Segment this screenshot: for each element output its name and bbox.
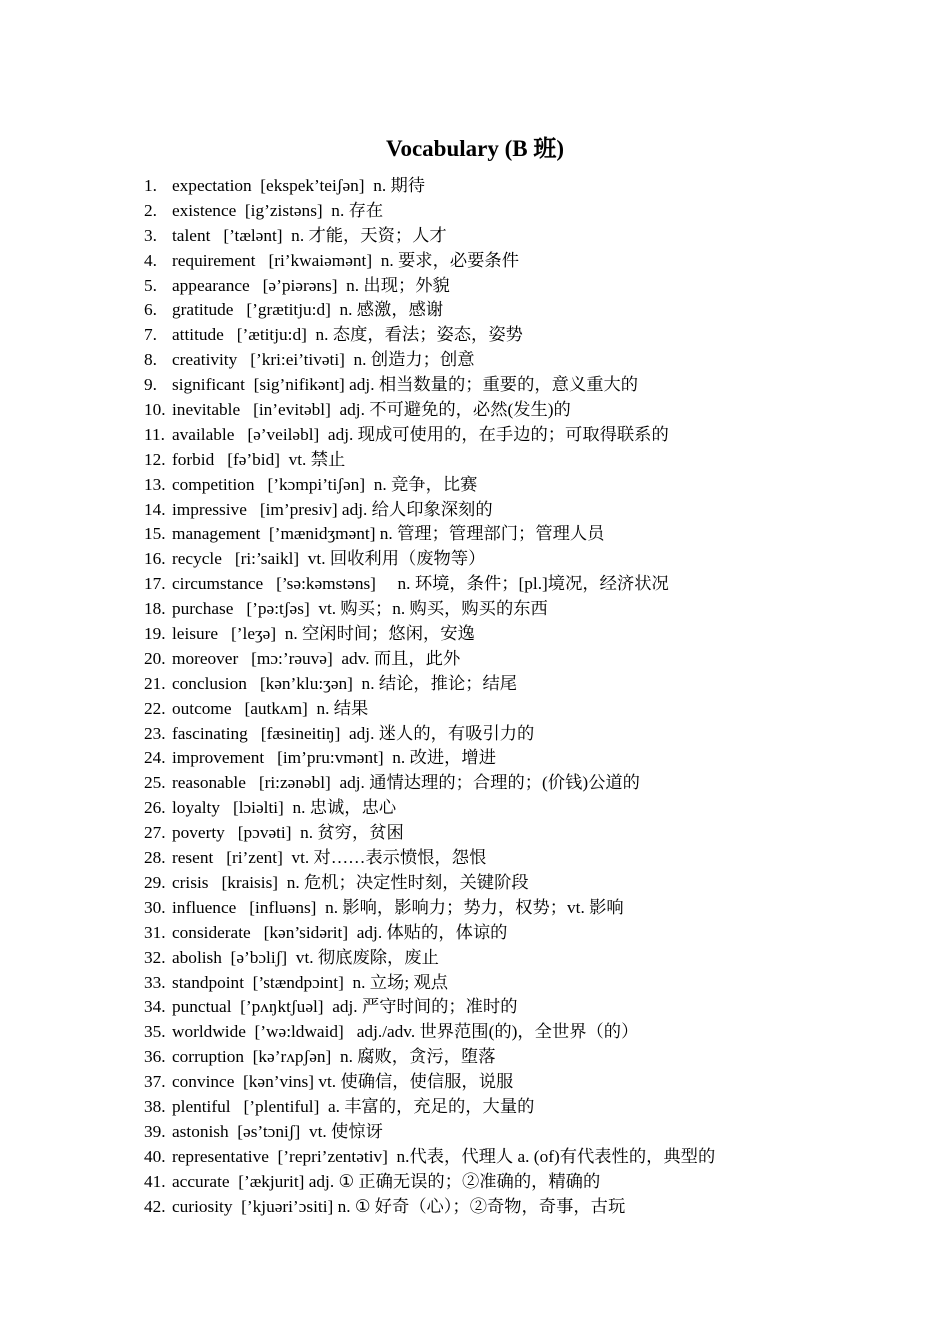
- entry-text: existence [ig’zistəns] n. 存在: [172, 200, 384, 220]
- entry-number: 33.: [144, 972, 166, 992]
- entry-number: 36.: [144, 1047, 166, 1067]
- entry-number: 4.: [144, 250, 157, 270]
- entry-text: outcome [autkʌm] n. 结果: [172, 698, 369, 718]
- entry-number: 15.: [144, 524, 166, 544]
- entry-text: loyalty [lɔiəlti] n. 忠诚，忠心: [172, 798, 397, 818]
- entry-number: 2.: [144, 200, 157, 220]
- vocabulary-entry: [144, 348, 924, 373]
- vocabulary-entry: [144, 846, 924, 871]
- vocabulary-entry: [144, 1070, 924, 1095]
- entry-number: 7.: [144, 325, 157, 345]
- vocabulary-entry: [144, 398, 924, 423]
- vocabulary-entry: [144, 249, 924, 274]
- vocabulary-entry: [144, 224, 924, 249]
- vocabulary-entry: [144, 1170, 924, 1195]
- vocabulary-entry: [144, 174, 924, 199]
- entry-number: 32.: [144, 947, 166, 967]
- vocabulary-entry: [144, 373, 924, 398]
- vocabulary-entry: [144, 298, 924, 323]
- entry-text: recycle [ri:’saikl] vt. 回收利用（废物等）: [172, 549, 486, 569]
- entry-number: 24.: [144, 748, 166, 768]
- vocabulary-entry: [144, 473, 924, 498]
- vocabulary-entry: [144, 274, 924, 299]
- entry-number: 8.: [144, 350, 157, 370]
- entry-text: moreover [mɔ:’rəuvə] adv. 而且，此外: [172, 648, 461, 668]
- entry-number: 40.: [144, 1146, 166, 1166]
- entry-number: 9.: [144, 375, 157, 395]
- entry-text: creativity [’kri:ei’tivəti] n. 创造力；创意: [172, 350, 475, 370]
- entry-text: impressive [im’presiv] adj. 给人印象深刻的: [172, 499, 493, 519]
- entry-text: crisis [kraisis] n. 危机；决定性时刻，关键阶段: [172, 872, 529, 892]
- entry-text: representative [’repri’zentətiv] n.代表，代理人 a. (of)有代表性的，典型的: [172, 1146, 716, 1166]
- vocabulary-entry: [144, 946, 924, 971]
- entry-number: 25.: [144, 773, 166, 793]
- entry-number: 22.: [144, 698, 166, 718]
- vocabulary-entry: [144, 746, 924, 771]
- vocabulary-entry: [144, 971, 924, 996]
- entry-text: improvement [im’pru:vmənt] n. 改进，增进: [172, 748, 496, 768]
- vocabulary-entry: [144, 995, 924, 1020]
- entry-number: 42.: [144, 1196, 166, 1216]
- entry-text: forbid [fə’bid] vt. 禁止: [172, 449, 346, 469]
- vocabulary-entry: [144, 572, 924, 597]
- entry-number: 5.: [144, 275, 157, 295]
- entry-text: considerate [kən’sidərit] adj. 体贴的，体谅的: [172, 922, 508, 942]
- vocabulary-entry: [144, 1195, 924, 1220]
- entry-number: 30.: [144, 897, 166, 917]
- entry-number: 1.: [144, 176, 157, 195]
- entry-number: 16.: [144, 549, 166, 569]
- entry-text: expectation [ekspek’teiʃən] n. 期待: [172, 176, 426, 195]
- entry-number: 34.: [144, 997, 166, 1017]
- entry-text: accurate [’ækjurit] adj. ① 正确无误的；②准确的，精确的: [172, 1171, 601, 1191]
- vocabulary-entry: [144, 1095, 924, 1120]
- entry-text: resent [ri’zent] vt. 对……表示愤恨，怨恨: [172, 848, 487, 868]
- entry-text: competition [’kɔmpi’tiʃən] n. 竞争，比赛: [172, 474, 478, 494]
- entry-text: reasonable [ri:zənəbl] adj. 通情达理的；合理的；(价钱)公道的: [172, 773, 640, 793]
- vocabulary-entry: [144, 896, 924, 921]
- vocabulary-entry: [144, 597, 924, 622]
- entry-number: 17.: [144, 574, 166, 594]
- entry-number: 11.: [144, 424, 165, 444]
- entry-text: punctual [’pʌŋktʃuəl] adj. 严守时间的；准时的: [172, 997, 518, 1017]
- entry-text: plentiful [’plentiful] a. 丰富的，充足的，大量的: [172, 1096, 535, 1116]
- entry-number: 18.: [144, 599, 166, 619]
- entry-number: 27.: [144, 823, 166, 843]
- entry-number: 23.: [144, 723, 166, 743]
- entry-text: poverty [pɔvəti] n. 贫穷，贫困: [172, 823, 404, 843]
- entry-number: 29.: [144, 872, 166, 892]
- vocabulary-entry: [144, 672, 924, 697]
- vocabulary-entry: [144, 448, 924, 473]
- entry-text: conclusion [kən’klu:ʒən] n. 结论，推论；结尾: [172, 673, 518, 693]
- entry-number: 19.: [144, 624, 166, 644]
- entry-number: 35.: [144, 1022, 166, 1042]
- entry-number: 3.: [144, 225, 157, 245]
- entry-text: management [’mænidʒmənt] n. 管理；管理部门；管理人员: [172, 524, 605, 544]
- vocabulary-list: [144, 174, 924, 1219]
- entry-text: appearance [ə’piərəns] n. 出现；外貌: [172, 275, 450, 295]
- vocabulary-entry: [144, 423, 924, 448]
- entry-number: 21.: [144, 673, 166, 693]
- entry-number: 20.: [144, 648, 166, 668]
- entry-number: 39.: [144, 1121, 166, 1141]
- vocabulary-entry: [144, 871, 924, 896]
- vocabulary-entry: [144, 522, 924, 547]
- entry-number: 28.: [144, 848, 166, 868]
- entry-number: 26.: [144, 798, 166, 818]
- entry-text: circumstance [’sə:kəmstəns] n. 环境，条件；[pl.]境况，经济状况: [172, 574, 669, 594]
- vocabulary-entry: [144, 1045, 924, 1070]
- entry-text: corruption [kə’rʌpʃən] n. 腐败，贪污，堕落: [172, 1047, 496, 1067]
- entry-text: standpoint [’stændpɔint] n. 立场; 观点: [172, 972, 449, 992]
- vocabulary-entry: [144, 199, 924, 224]
- vocabulary-entry: [144, 498, 924, 523]
- vocabulary-entry: [144, 1120, 924, 1145]
- vocabulary-entry: [144, 771, 924, 796]
- entry-text: purchase [’pə:tʃəs] vt. 购买；n. 购买，购买的东西: [172, 599, 548, 619]
- entry-text: curiosity [’kjuəri’ɔsiti] n. ① 好奇（心）；②奇物，奇事，古玩: [172, 1196, 626, 1216]
- vocabulary-entry: [144, 622, 924, 647]
- vocabulary-entry: [144, 323, 924, 348]
- entry-text: attitude [’ætitju:d] n. 态度，看法；姿态，姿势: [172, 325, 523, 345]
- vocabulary-entry: [144, 722, 924, 747]
- entry-text: inevitable [in’evitəbl] adj. 不可避免的，必然(发生)的: [172, 400, 571, 420]
- entry-number: 13.: [144, 474, 166, 494]
- entry-number: 37.: [144, 1072, 166, 1092]
- entry-text: convince [kən’vins] vt. 使确信，使信服，说服: [172, 1072, 514, 1092]
- entry-number: 38.: [144, 1096, 166, 1116]
- entry-text: influence [influəns] n. 影响，影响力；势力，权势；vt. 影响: [172, 897, 624, 917]
- entry-text: abolish [ə’bɔliʃ] vt. 彻底废除，废止: [172, 947, 439, 967]
- entry-number: 14.: [144, 499, 166, 519]
- entry-text: leisure [’leʒə] n. 空闲时间；悠闲，安逸: [172, 624, 475, 644]
- entry-number: 31.: [144, 922, 166, 942]
- vocabulary-entry: [144, 1020, 924, 1045]
- document-title: Vocabulary (B 班): [385, 136, 565, 161]
- entry-number: 41.: [144, 1171, 166, 1191]
- entry-number: 10.: [144, 400, 166, 420]
- vocabulary-entry: [144, 821, 924, 846]
- entry-text: gratitude [’grætitju:d] n. 感激，感谢: [172, 300, 444, 320]
- vocabulary-entry: [144, 796, 924, 821]
- vocabulary-entry: [144, 1145, 924, 1170]
- entry-text: worldwide [’wə:ldwaid] adj./adv. 世界范围(的)，全世界（的）: [172, 1022, 639, 1042]
- vocabulary-entry: [144, 547, 924, 572]
- entry-text: requirement [ri’kwaiəmənt] n. 要求，必要条件: [172, 250, 519, 270]
- entry-text: talent [’tælənt] n. 才能，天资；人才: [172, 225, 447, 245]
- entry-text: significant [sig’nifikənt] adj. 相当数量的；重要的，意义重大的: [172, 375, 639, 395]
- entry-number: 12.: [144, 449, 166, 469]
- vocabulary-entry: [144, 647, 924, 672]
- entry-text: available [ə’veiləbl] adj. 现成可使用的，在手边的；可取得联系的: [172, 424, 669, 444]
- vocabulary-entry: [144, 697, 924, 722]
- entry-number: 6.: [144, 300, 157, 320]
- entry-text: astonish [əs’tɔniʃ] vt. 使惊讶: [172, 1121, 383, 1141]
- vocabulary-entry: [144, 921, 924, 946]
- entry-text: fascinating [fæsineitiŋ] adj. 迷人的，有吸引力的: [172, 723, 535, 743]
